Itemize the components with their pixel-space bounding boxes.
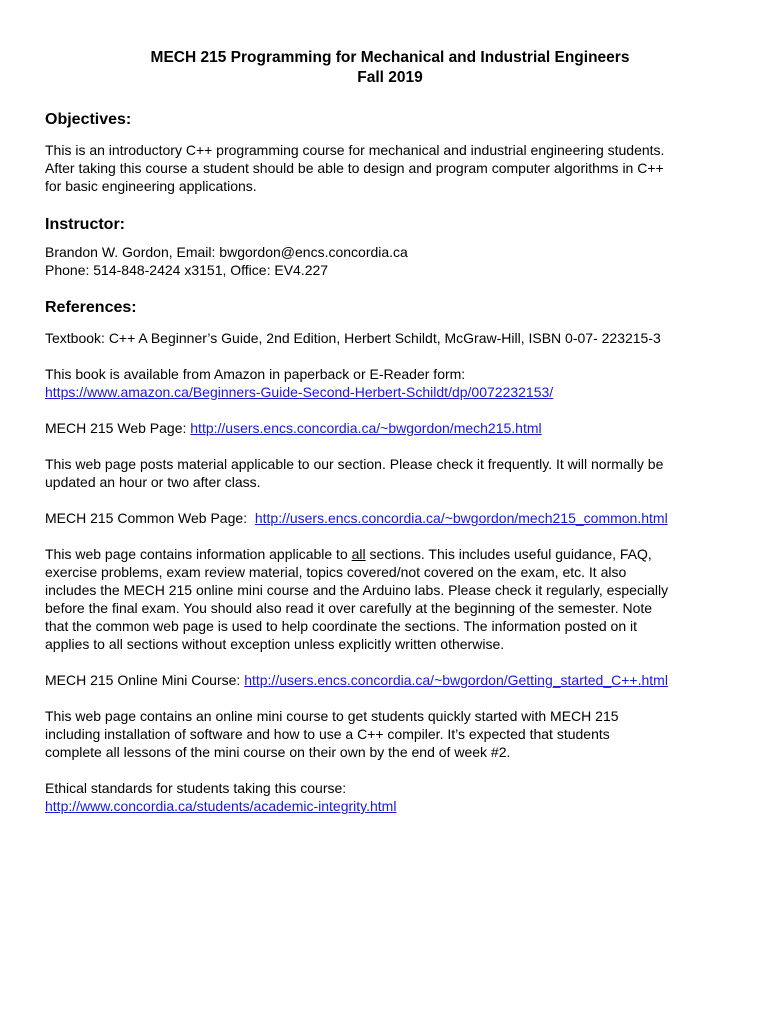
mini-course-link[interactable]: http://users.encs.concordia.ca/~bwgordon/Getting_started_C++.html <box>244 672 668 688</box>
ethics-text: Ethical standards for students taking this course: <box>45 780 347 796</box>
mini-course-desc-line: including installation of software and how to use a C++ compiler. It’s expected that students <box>45 726 610 742</box>
document-page <box>45 48 735 815</box>
amazon-text: This book is available from Amazon in paperback or E-Reader form: <box>45 366 466 382</box>
mini-course-description <box>45 707 735 761</box>
common-desc-line: includes the MECH 215 online mini course and the Arduino labs. Please check it regularly, especially <box>45 582 669 598</box>
common-desc-line: that the common web page is used to help coordinate the sections. The information posted on it <box>45 618 637 634</box>
instructor-name-email: Brandon W. Gordon, Email: bwgordon@encs.concordia.ca <box>45 244 408 260</box>
common-desc-line <box>45 545 735 563</box>
web-page-line <box>45 419 735 437</box>
objectives-line: for basic engineering applications. <box>45 178 257 194</box>
amazon-paragraph <box>45 365 735 401</box>
web-page-link[interactable]: http://users.encs.concordia.ca/~bwgordon/mech215.html <box>190 420 542 436</box>
common-desc-line: applies to all sections without exception unless explicitly written otherwise. <box>45 636 505 652</box>
ethics-link[interactable]: http://www.concordia.ca/students/academic-integrity.html <box>45 798 397 814</box>
amazon-link-line <box>45 383 735 401</box>
ethics-paragraph <box>45 779 735 815</box>
mini-course-desc-line: This web page contains an online mini course to get students quickly started with MECH 215 <box>45 708 619 724</box>
common-web-page-link[interactable]: http://users.encs.concordia.ca/~bwgordon/mech215_common.html <box>254 510 668 526</box>
course-title: MECH 215 Programming for Mechanical and Industrial Engineers <box>150 49 630 66</box>
common-desc-text: sections. This includes useful guidance, FAQ, <box>365 546 652 562</box>
references-heading: References: <box>45 299 137 316</box>
web-page-label: MECH 215 Web Page: <box>45 420 191 436</box>
amazon-link[interactable]: https://www.amazon.ca/Beginners-Guide-Second-Herbert-Schildt/dp/0072232153/ <box>45 384 554 400</box>
course-term: Fall 2019 <box>357 69 423 86</box>
instructor-heading: Instructor: <box>45 216 125 233</box>
web-page-description <box>45 455 735 491</box>
common-desc-emphasis: all <box>351 546 366 562</box>
mini-course-label: MECH 215 Online Mini Course: <box>45 672 245 688</box>
common-desc-line: before the final exam. You should also read it over carefully at the beginning of the semester. Note <box>45 600 653 616</box>
web-page-desc-line: updated an hour or two after class. <box>45 474 261 490</box>
common-desc-line: exercise problems, exam review material, topics covered/not covered on the exam, etc. It also <box>45 564 627 580</box>
instructor-phone-office: Phone: 514-848-2424 x3151, Office: EV4.227 <box>45 262 329 278</box>
mini-course-line <box>45 671 735 689</box>
objectives-paragraph <box>45 141 735 195</box>
instructor-paragraph <box>45 243 735 279</box>
objectives-heading: Objectives: <box>45 111 132 128</box>
common-desc-text: This web page contains information applicable to <box>45 546 352 562</box>
common-web-page-label: MECH 215 Common Web Page: <box>45 510 255 526</box>
ethics-link-line <box>45 797 735 815</box>
common-web-page-line <box>45 509 735 527</box>
web-page-desc-line: This web page posts material applicable to our section. Please check it frequently. It will normally be <box>45 456 664 472</box>
objectives-line: After taking this course a student should be able to design and program computer algorithms in C++ <box>45 160 664 176</box>
objectives-line: This is an introductory C++ programming course for mechanical and industrial engineering students. <box>45 142 665 158</box>
textbook-reference: Textbook: C++ A Beginner’s Guide, 2nd Edition, Herbert Schildt, McGraw-Hill, ISBN 0-07- 223215-3 <box>45 330 661 346</box>
common-web-page-description <box>45 545 735 653</box>
mini-course-desc-line: complete all lessons of the mini course on their own by the end of week #2. <box>45 744 511 760</box>
